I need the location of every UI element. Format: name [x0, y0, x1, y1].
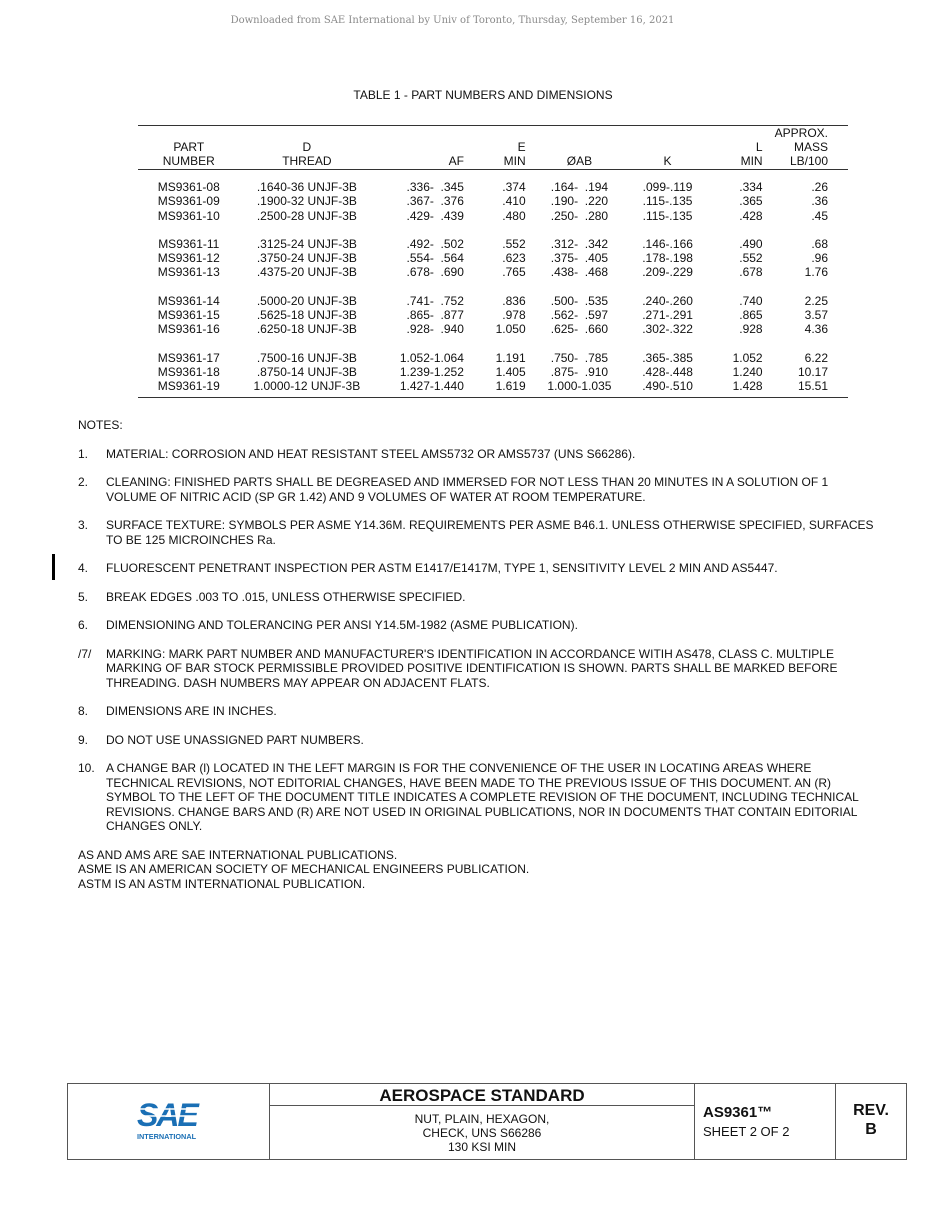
note-number: 8.	[78, 704, 89, 718]
cell-part: MS9361-19	[138, 379, 240, 397]
title-block-center	[270, 1084, 695, 1159]
cell-thread: .5625-18 UNJF-3B	[256, 308, 357, 323]
abbreviation-line: ASTM IS AN ASTM INTERNATIONAL PUBLICATION.	[78, 876, 366, 891]
parts-table	[138, 125, 848, 398]
cell-mass: .96	[811, 251, 828, 266]
cell-part: MS9361-15	[157, 308, 220, 323]
notes-title: NOTES:	[78, 418, 123, 432]
document-type-heading: AEROSPACE STANDARD	[270, 1084, 694, 1106]
group-spacer	[138, 280, 848, 294]
title-block	[67, 1083, 907, 1160]
table-row	[138, 294, 848, 308]
notes-list	[78, 447, 878, 834]
cell-af: .678- .690	[406, 265, 464, 280]
document-title-line: CHECK, UNS S66286	[422, 1126, 542, 1140]
cell-l: 1.052	[732, 350, 763, 365]
title-block-doc-cell	[695, 1084, 836, 1159]
cell-thread: .3125-24 UNJF-3B	[256, 236, 357, 251]
sae-logo-text: SAE	[137, 1098, 197, 1133]
cell-k: .115-.135	[642, 208, 693, 223]
note-number: 2.	[78, 475, 89, 489]
note-text: DIMENSIONS ARE IN INCHES.	[106, 704, 277, 718]
header-af: AF	[374, 126, 474, 170]
cell-part: MS9361-18	[157, 364, 220, 379]
note-item	[78, 618, 878, 633]
note-number: /7/	[78, 646, 92, 661]
parts-table-body	[138, 170, 848, 398]
note-number: 10.	[78, 761, 95, 775]
cell-ab: .875- .910	[550, 364, 609, 379]
cell-l: .865	[739, 308, 763, 323]
cell-e: 1.050	[495, 322, 526, 337]
table-row	[138, 194, 848, 208]
cell-k: .240-.260	[642, 293, 693, 308]
note-item	[78, 761, 878, 834]
cell-k: .115-.135	[642, 194, 693, 209]
cell-l: .334	[739, 180, 763, 194]
note-number: 4.	[78, 561, 89, 575]
cell-k: .302-.322	[642, 322, 693, 337]
cell-mass: 10.17	[797, 364, 828, 379]
note-item	[78, 647, 878, 691]
cell-part: MS9361-10	[157, 208, 220, 223]
note-number: 3.	[78, 518, 89, 532]
cell-thread: .3750-24 UNJF-3B	[256, 251, 357, 266]
cell-af: .429- .439	[406, 208, 464, 223]
document-number: AS9361™	[703, 1104, 773, 1121]
revision-label: REV.	[853, 1102, 889, 1119]
cell-ab: .500- .535	[550, 293, 609, 308]
note-text: FLUORESCENT PENETRANT INSPECTION PER ASTM E1417/E1417M, TYPE 1, SENSITIVITY LEVEL 2 MIN AND AS5447.	[106, 561, 778, 575]
abbreviation-line: ASME IS AN AMERICAN SOCIETY OF MECHANICAL ENGINEERS PUBLICATION.	[78, 862, 530, 876]
cell-af: 1.239-1.252	[399, 364, 464, 379]
cell-thread: .1640-36 UNJF-3B	[256, 180, 357, 194]
cell-part: MS9361-13	[157, 265, 220, 280]
table-row	[138, 379, 848, 397]
header-part: PART NUMBER	[138, 126, 240, 170]
cell-e: .552	[502, 236, 526, 251]
cell-k: .365-.385	[642, 350, 693, 365]
cell-af: 1.427-1.440	[374, 379, 474, 397]
table-row	[138, 365, 848, 379]
note-text: CLEANING: FINISHED PARTS SHALL BE DEGREASED AND IMMERSED FOR NOT LESS THAN 20 MINUTES IN A SOLUTION OF 1 VOLUME OF NITRIC ACID (SP GR 1.42) AND 9 VOLUMES OF WATER AT ROOM TEMPERATURE.	[106, 475, 829, 504]
table-title: TABLE 1 - PART NUMBERS AND DIMENSIONS	[353, 88, 613, 102]
table-row	[138, 209, 848, 223]
cell-k: .209-.229	[642, 265, 693, 280]
cell-af: 1.052-1.064	[399, 350, 464, 365]
cell-l: .678	[739, 265, 763, 280]
cell-l: .740	[739, 293, 763, 308]
cell-k: .146-.166	[642, 236, 693, 251]
sheet-number: SHEET 2 OF 2	[703, 1124, 790, 1139]
cell-af: .336- .345	[406, 180, 464, 194]
abbreviations	[78, 848, 878, 892]
cell-k: .271-.291	[642, 308, 693, 323]
cell-thread: .8750-14 UNJF-3B	[256, 364, 357, 379]
cell-l: .365	[739, 194, 763, 209]
cell-ab: .250- .280	[550, 208, 609, 223]
header-k: K	[630, 126, 705, 170]
cell-mass: 3.57	[804, 308, 828, 323]
change-bar	[52, 554, 55, 580]
cell-l: 1.428	[705, 379, 775, 397]
cell-af: .554- .564	[406, 251, 464, 266]
note-text: BREAK EDGES .003 TO .015, UNLESS OTHERWISE SPECIFIED.	[106, 589, 466, 604]
note-number: 1.	[78, 446, 89, 461]
cell-thread: .5000-20 UNJF-3B	[256, 293, 357, 308]
cell-l: 1.240	[732, 364, 763, 379]
document-title-line: 130 KSI MIN	[447, 1140, 517, 1154]
cell-thread: .2500-28 UNJF-3B	[256, 208, 357, 223]
note-text: A CHANGE BAR (l) LOCATED IN THE LEFT MARGIN IS FOR THE CONVENIENCE OF THE USER IN LOCATING AREAS WHERE TECHNICAL REVISIONS, NOT EDITORIAL CHANGES, HAVE BEEN MADE TO THE PREVIOUS ISSUE OF THIS DOCUMENT. AN (R) SYMBOL TO THE LEFT OF THE DOCUMENT TITLE INDICATES A COMPLETE REVISION OF THE DOCUMENT, INCLUDING TECHNICAL REVISIONS. CHANGE BARS AND (R) ARE NOT USED IN ORIGINAL PUBLICATIONS, NOR IN DOCUMENTS THAT CONTAIN EDITORIAL CHANGES ONLY.	[106, 761, 859, 833]
table-row	[138, 237, 848, 251]
revision-value: B	[865, 1121, 877, 1138]
cell-mass: .45	[811, 208, 828, 223]
table-row	[138, 170, 848, 195]
note-text: MARKING: MARK PART NUMBER AND MANUFACTURER'S IDENTIFICATION IN ACCORDANCE WITIH AS478, CLASS C. MULTIPLE MARKING OF BAR STOCK PERMISSIBLE PROVIDED POSITIVE IDENTIFICATION IS SHOWN. PARTS SHALL BE MARKED BEFORE THREADING. DASH NUMBERS MAY APPEAR ON ADJACENT FLATS.	[106, 646, 838, 690]
cell-thread: .1900-32 UNJF-3B	[256, 194, 357, 209]
document-title	[270, 1106, 694, 1154]
note-item	[78, 447, 878, 462]
cell-l: .490	[739, 236, 763, 251]
cell-af: .492- .502	[406, 236, 464, 251]
table-row	[138, 251, 848, 265]
cell-ab: .375- .405	[550, 251, 609, 266]
cell-part: MS9361-17	[157, 350, 220, 365]
cell-e: 1.405	[495, 364, 526, 379]
cell-l: .428	[739, 208, 763, 223]
note-number: 5.	[78, 589, 89, 604]
note-item	[78, 561, 878, 576]
sae-logo	[135, 1098, 205, 1144]
cell-part: MS9361-08	[157, 180, 220, 194]
cell-ab: .625- .660	[550, 322, 609, 337]
cell-e: 1.619	[474, 379, 529, 397]
header-ab: ØAB	[529, 126, 631, 170]
cell-ab: .438- .468	[550, 265, 609, 280]
cell-e: .765	[502, 265, 526, 280]
cell-af: .367- .376	[406, 194, 464, 209]
cell-ab: .750- .785	[550, 350, 609, 365]
cell-af: .741- .752	[406, 293, 464, 308]
group-spacer	[138, 337, 848, 351]
cell-af: .928- .940	[406, 322, 464, 337]
revision-cell	[836, 1084, 906, 1159]
cell-mass: .36	[811, 194, 828, 209]
cell-ab: 1.000-1.035	[529, 379, 631, 397]
cell-mass: 1.76	[804, 265, 828, 280]
cell-e: 1.191	[495, 350, 526, 365]
download-note: Downloaded from SAE International by Univ of Toronto, Thursday, September 16, 2021	[230, 15, 675, 26]
sae-logo-subtext: INTERNATIONAL	[137, 1132, 197, 1141]
cell-mass: 4.36	[804, 322, 828, 337]
cell-k: .490-.510	[630, 379, 705, 397]
cell-ab: .312- .342	[550, 236, 609, 251]
cell-l: .552	[739, 251, 763, 266]
cell-thread: .7500-16 UNJF-3B	[256, 350, 357, 365]
note-text: SURFACE TEXTURE: SYMBOLS PER ASME Y14.36M. REQUIREMENTS PER ASME B46.1. UNLESS OTHERWISE SPECIFIED, SURFACES TO BE 125 MICROINCHES Ra.	[106, 518, 874, 547]
cell-e: .978	[502, 308, 526, 323]
cell-part: MS9361-16	[157, 322, 220, 337]
cell-ab: .190- .220	[550, 194, 609, 209]
table-row	[138, 265, 848, 279]
cell-ab: .164- .194	[550, 180, 609, 194]
cell-k: .428-.448	[642, 364, 693, 379]
header-e: E MIN	[474, 126, 529, 170]
document-title-line: NUT, PLAIN, HEXAGON,	[414, 1112, 550, 1126]
note-text: DIMENSIONING AND TOLERANCING PER ANSI Y14.5M-1982 (ASME PUBLICATION).	[106, 618, 578, 632]
header-mass: APPROX. MASS LB/100	[775, 126, 848, 170]
table-row	[138, 308, 848, 322]
cell-part: MS9361-09	[157, 194, 220, 209]
header-l: L MIN	[705, 126, 775, 170]
cell-mass: .68	[811, 236, 828, 251]
cell-mass: 15.51	[775, 379, 848, 397]
note-item	[78, 704, 878, 719]
cell-k: .099-.119	[642, 180, 693, 194]
note-number: 6.	[78, 618, 89, 632]
cell-k: .178-.198	[642, 251, 693, 266]
cell-e: .410	[502, 194, 526, 209]
cell-l: .928	[739, 322, 763, 337]
cell-mass: 2.25	[804, 293, 828, 308]
cell-ab: .562- .597	[550, 308, 609, 323]
note-text: MATERIAL: CORROSION AND HEAT RESISTANT STEEL AMS5732 OR AMS5737 (UNS S66286).	[106, 446, 636, 461]
cell-e: .623	[502, 251, 526, 266]
table-row	[138, 351, 848, 365]
group-spacer	[138, 223, 848, 237]
cell-part: MS9361-12	[157, 251, 220, 266]
note-item	[78, 590, 878, 605]
table-row	[138, 322, 848, 336]
abbreviation-line: AS AND AMS ARE SAE INTERNATIONAL PUBLICATIONS.	[78, 847, 398, 862]
table-header-row	[138, 126, 848, 170]
cell-part: MS9361-11	[158, 236, 220, 251]
cell-thread: .6250-18 UNJF-3B	[256, 322, 357, 337]
note-number: 9.	[78, 732, 89, 747]
cell-mass: .26	[811, 180, 828, 194]
note-text: DO NOT USE UNASSIGNED PART NUMBERS.	[106, 732, 364, 747]
cell-thread: 1.0000-12 UNJF-3B	[240, 379, 375, 397]
cell-part: MS9361-14	[157, 293, 220, 308]
cell-thread: .4375-20 UNJF-3B	[256, 265, 357, 280]
title-block-logo-cell	[68, 1084, 270, 1159]
cell-e: .480	[502, 208, 526, 223]
note-item	[78, 518, 878, 547]
note-item	[78, 475, 878, 504]
note-item	[78, 733, 878, 748]
cell-e: .374	[502, 180, 526, 194]
notes-section	[78, 418, 878, 891]
header-thread: D THREAD	[240, 126, 375, 170]
cell-mass: 6.22	[804, 350, 828, 365]
cell-af: .865- .877	[406, 308, 464, 323]
cell-e: .836	[502, 293, 526, 308]
